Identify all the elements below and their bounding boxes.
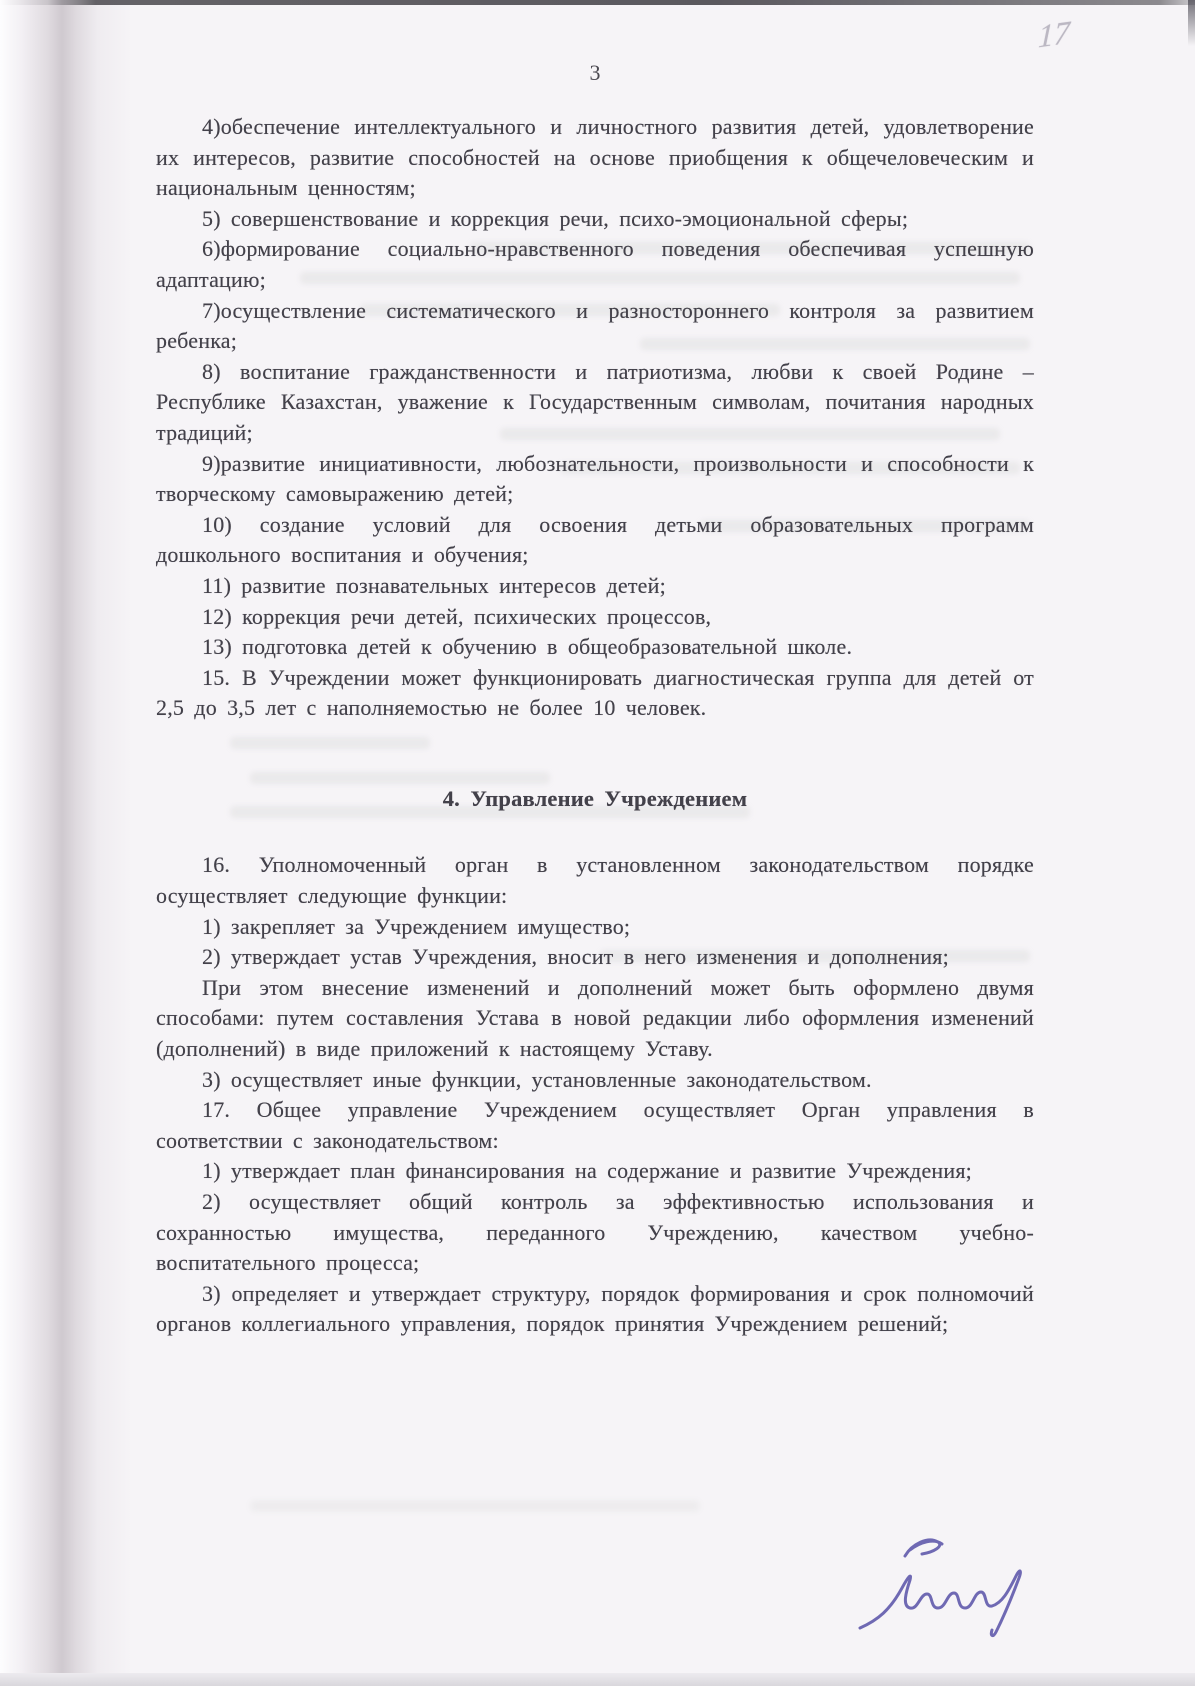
scan-edge-top (0, 0, 1195, 5)
scan-edge-bottom (0, 1673, 1195, 1686)
paragraph: 3) осуществляет иные функции, установленные законодательством. (202, 1066, 872, 1092)
scan-edge-right (1188, 0, 1195, 46)
page-fold-shadow (0, 0, 132, 1686)
section-heading: 4. Управление Учреждением (442, 785, 748, 811)
handwritten-folio-number: 17 (1037, 13, 1071, 55)
paragraph: 2) осуществляет общий контроль за эффективностью использования и сохранностью имущества, переданного Учреждению, качеством учебно-воспитательного процесса; (156, 1189, 1034, 1276)
paragraph: 16. Уполномоченный орган в установленном законодательством порядке осуществляет следующие функции: (156, 852, 1034, 909)
paragraph: 10) создание условий для освоения детьми образовательных программ дошкольного воспитания и обучения; (156, 511, 1034, 568)
handwritten-signature (850, 1522, 1025, 1647)
paragraph: 1) закрепляет за Учреждением имущество; (202, 913, 631, 939)
paragraph: 15. В Учреждении может функционировать диагностическая группа для детей от 2,5 до 3,5 лет с наполняемостью не более 10 человек. (156, 664, 1034, 721)
paragraph: 13) подготовка детей к обучению в общеобразовательной школе. (202, 634, 853, 660)
paragraph: 9)развитие инициативности, любознательности, произвольности и способности к творческому самовыражению детей; (156, 450, 1034, 507)
paragraph: 5) совершенствование и коррекция речи, психо-эмоциональной сферы; (202, 205, 909, 231)
bleed-through-artifact (250, 1500, 700, 1512)
paragraph: 6)формирование социально-нравственного поведения обеспечивая успешную адаптацию; (156, 236, 1034, 292)
paragraph: 2) утверждает устав Учреждения, вносит в него изменения и дополнения; (202, 944, 949, 970)
paragraph: 11) развитие познавательных интересов детей; (202, 572, 666, 598)
paragraph: 3) определяет и утверждает структуру, порядок формирования и срок полномочий органов коллегиального управления, порядок принятия Учреждением решений; (156, 1280, 1034, 1337)
paragraph: 17. Общее управление Учреждением осуществляет Орган управления в соответствии с законодательством: (156, 1097, 1034, 1153)
document-body (156, 112, 1034, 1340)
page-number: 3 (589, 60, 601, 85)
signature-ink-icon (850, 1522, 1025, 1642)
paragraph: 7)осуществление систематического и разностороннего контроля за развитием ребенка; (156, 297, 1034, 354)
paragraph: 12) коррекция речи детей, психических процессов, (202, 603, 712, 629)
paragraph: При этом внесение изменений и дополнений может быть оформлено двумя способами: путем составления Устава в новой редакции либо оформления изменений (дополнений) в виде приложений к настоящему Уставу. (156, 974, 1034, 1062)
paragraph: 4)обеспечение интеллектуального и личностного развития детей, удовлетворение их интересов, развитие способностей на основе приобщения к общечеловеческим и национальным ценностям; (156, 114, 1034, 201)
paragraph: 8) воспитание гражданственности и патриотизма, любви к своей Родине – Республике Казахстан, уважение к Государственным символам, почитания народных традиций; (156, 358, 1034, 445)
paragraph: 1) утверждает план финансирования на содержание и развитие Учреждения; (202, 1158, 972, 1184)
